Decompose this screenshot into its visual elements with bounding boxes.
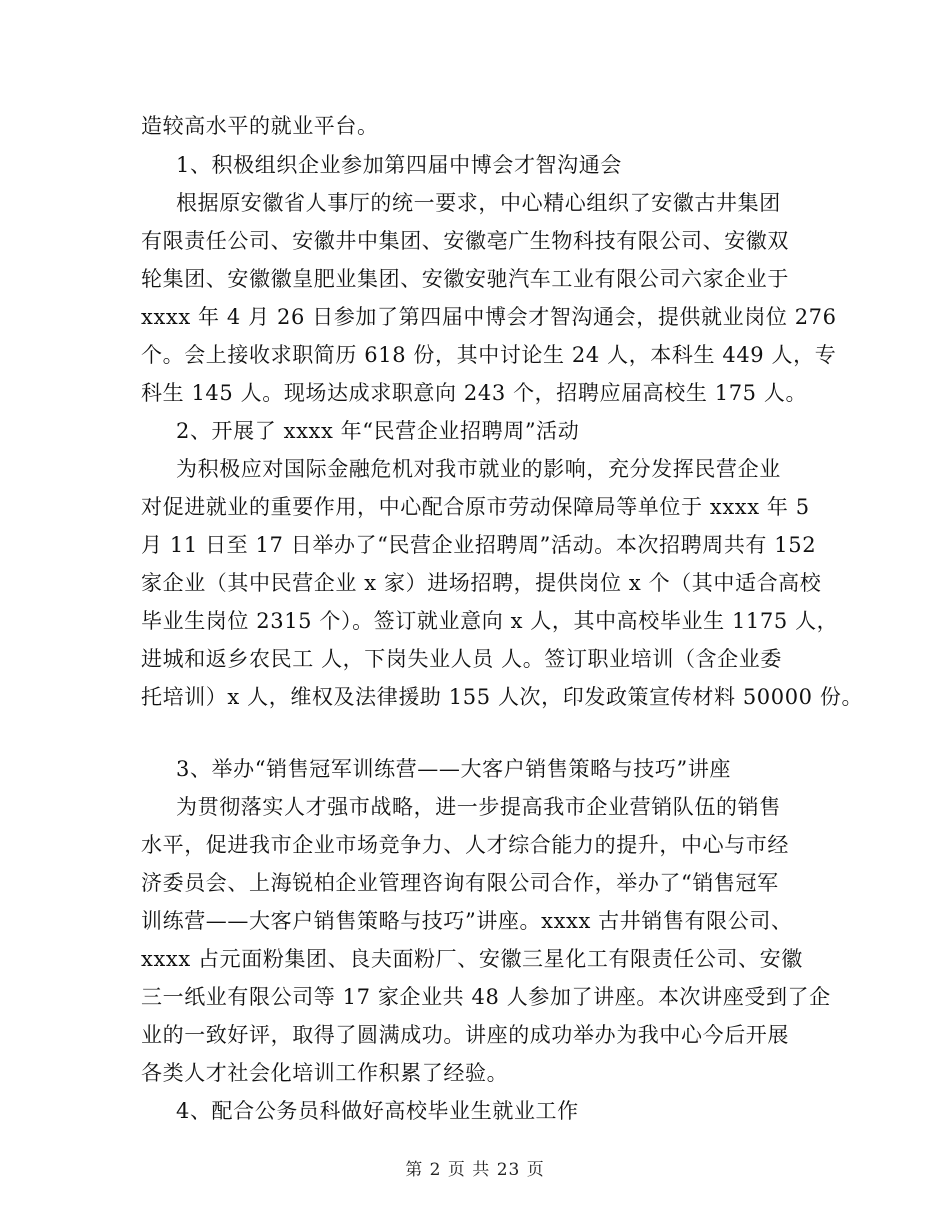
paragraph-line: 为贯彻落实人才强市战略，进一步提高我市企业营销队伍的销售 xyxy=(176,795,781,819)
section-heading-2: 2、开展了 xxxx 年“民营企业招聘周”活动 xyxy=(176,419,580,443)
paragraph-line: 毕业生岗位 2315 个）。签订就业意向 x 人，其中高校毕业生 1175 人， xyxy=(141,609,839,633)
paragraph-line: 个。会上接收求职简历 618 份，其中讨论生 24 人，本科生 449 人，专 xyxy=(141,343,837,367)
paragraph-line: 托培训）x 人，维权及法律援助 155 人次，印发政策宣传材料 50000 份。 xyxy=(141,685,864,709)
section-heading-1: 1、积极组织企业参加第四届中博会才智沟通会 xyxy=(176,153,622,177)
paragraph-line: 造较高水平的就业平台。 xyxy=(141,114,379,138)
paragraph-line: 训练营——大客户销售策略与技巧”讲座。xxxx 古井销售有限公司、 xyxy=(141,909,793,933)
paragraph-line: 进城和返乡农民工 人，下岗失业人员 人。签订职业培训（含企业委 xyxy=(141,647,782,671)
paragraph-line: 三一纸业有限公司等 17 家企业共 48 人参加了讲座。本次讲座受到了企 xyxy=(141,985,831,1009)
paragraph-line: 为积极应对国际金融危机对我市就业的影响，充分发挥民营企业 xyxy=(176,457,781,481)
paragraph-line: 月 11 日至 17 日举办了“民营企业招聘周”活动。本次招聘周共有 152 xyxy=(141,533,817,557)
paragraph-line: 业的一致好评，取得了圆满成功。讲座的成功举办为我中心今后开展 xyxy=(141,1023,789,1047)
paragraph-line: 家企业（其中民营企业 x 家）进场招聘，提供岗位 x 个（其中适合高校 xyxy=(141,571,822,595)
paragraph-line: 根据原安徽省人事厅的统一要求，中心精心组织了安徽古井集团 xyxy=(176,191,781,215)
section-heading-3: 3、举办“销售冠军训练营——大客户销售策略与技巧”讲座 xyxy=(176,757,732,781)
section-heading-4: 4、配合公务员科做好高校毕业生就业工作 xyxy=(176,1099,579,1123)
paragraph-line: 有限责任公司、安徽井中集团、安徽亳广生物科技有限公司、安徽双 xyxy=(141,229,789,253)
page-number-footer: 第 2 页 共 23 页 xyxy=(405,1160,545,1180)
paragraph-line: 科生 145 人。现场达成求职意向 243 个，招聘应届高校生 175 人。 xyxy=(141,381,808,405)
paragraph-line: 济委员会、上海锐柏企业管理咨询有限公司合作，举办了“销售冠军 xyxy=(141,871,779,895)
paragraph-line: xxxx 占元面粉集团、良夫面粉厂、安徽三星化工有限责任公司、安徽 xyxy=(141,947,803,971)
paragraph-line: 轮集团、安徽徽皇肥业集团、安徽安驰汽车工业有限公司六家企业于 xyxy=(141,267,789,291)
paragraph-line: 各类人才社会化培训工作积累了经验。 xyxy=(141,1061,509,1085)
paragraph-line: 对促进就业的重要作用，中心配合原市劳动保障局等单位于 xxxx 年 5 xyxy=(141,495,810,519)
paragraph-line: xxxx 年 4 月 26 日参加了第四届中博会才智沟通会，提供就业岗位 276 xyxy=(141,305,837,329)
paragraph-line: 水平，促进我市企业市场竞争力、人才综合能力的提升，中心与市经 xyxy=(141,833,789,857)
